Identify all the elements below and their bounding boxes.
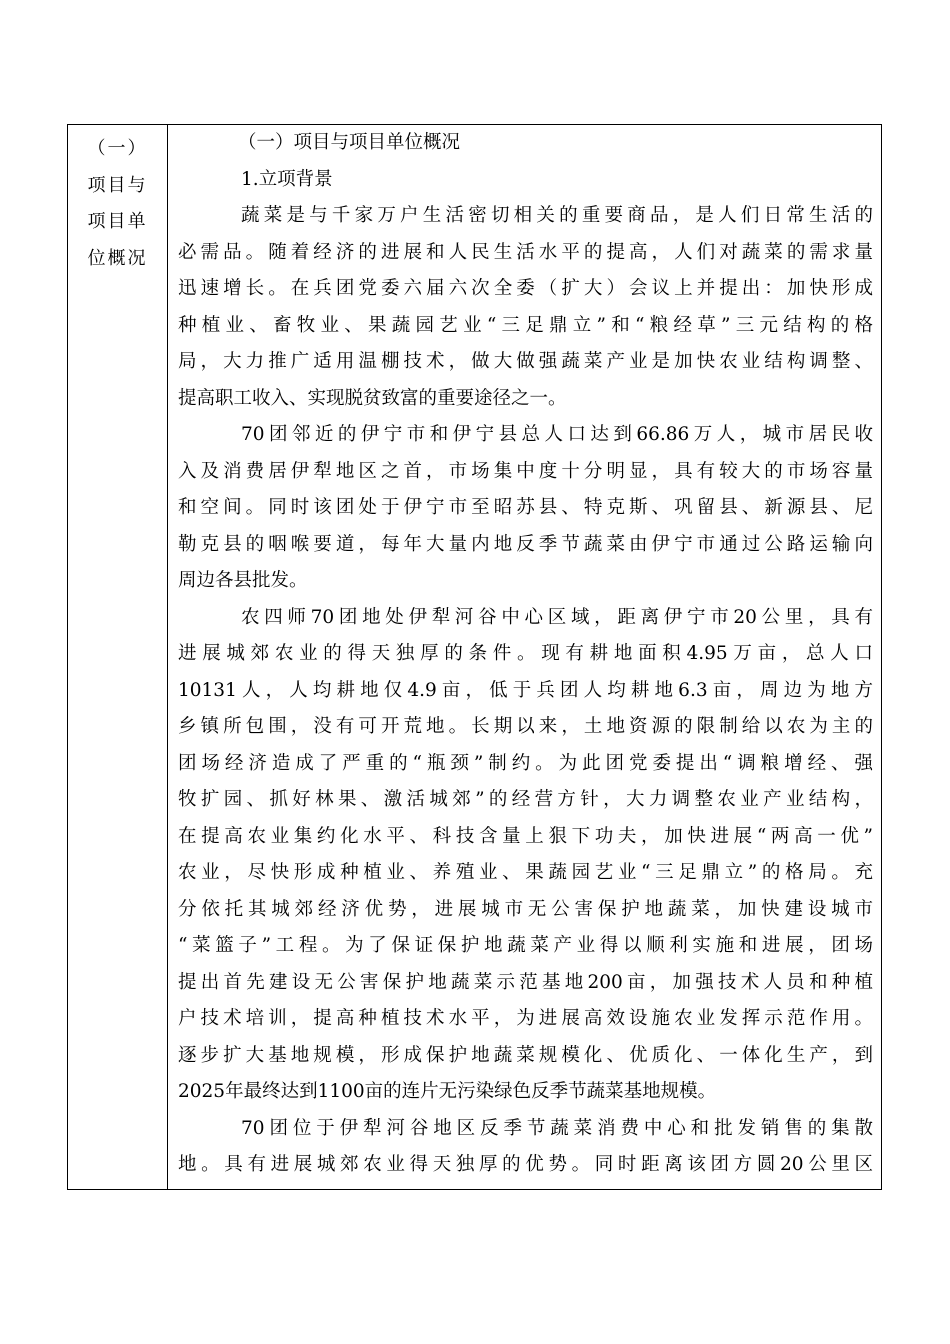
section-title: （一）项目与项目单位概况: [238, 132, 461, 153]
subsection-title: 1.立项背景: [241, 168, 333, 190]
paragraph-line: 10131人，人均耕地仅4.9亩，低于兵团人均耕地6.3亩，周边为地方: [178, 679, 873, 701]
side-heading-line: （一）: [87, 138, 148, 159]
paragraph-line: 必需品。随着经济的进展和人民生活水平的提高，人们对蔬菜的需求量: [178, 241, 873, 263]
paragraph-line: 牧扩园、抓好林果、激活城郊”的经营方针，大力调整农业产业结构，: [178, 789, 873, 810]
side-heading-line: 项目与: [87, 174, 148, 196]
paragraph-line: 2025年最终达到1100亩的连片无污染绿色反季节蔬菜基地规模。: [178, 1081, 717, 1102]
paragraph-line: 提出首先建设无公害保护地蔬菜示范基地200亩，加强技术人员和种植: [178, 971, 873, 993]
paragraph-line: 户技术培训，提高种植技术水平，为进展高效设施农业发挥示范作用。: [178, 1008, 873, 1029]
side-heading-line: 项目单: [87, 211, 148, 232]
paragraph-line: 勒克县的咽喉要道，每年大量内地反季节蔬菜由伊宁市通过公路运输向: [178, 533, 873, 555]
paragraph-line: 70团位于伊犁河谷地区反季节蔬菜消费中心和批发销售的集散: [241, 1117, 873, 1139]
paragraph-line: 团场经济造成了严重的“瓶颈”制约。为此团党委提出“调粮增经、强: [178, 752, 873, 774]
paragraph-line: 分依托其城郊经济优势，进展城市无公害保护地蔬菜，加快建设城市: [178, 898, 873, 920]
side-heading-cell: [68, 125, 168, 1189]
paragraph-line: 种植业、畜牧业、果蔬园艺业“三足鼎立”和“粮经草”三元结构的格: [178, 314, 873, 336]
paragraph-line: 局，大力推广适用温棚技术，做大做强蔬菜产业是加快农业结构调整、: [178, 351, 873, 372]
content-cell: [168, 125, 881, 1189]
paragraph-line: 迅速增长。在兵团党委六届六次全委（扩大）会议上并提出：加快形成: [178, 278, 873, 299]
paragraph-line: 地。具有进展城郊农业得天独厚的优势。同时距离该团方圆20公里区: [178, 1154, 873, 1175]
paragraph-line: 入及消费居伊犁地区之首，市场集中度十分明显，具有较大的市场容量: [178, 460, 873, 482]
paragraph-line: 周边各县批发。: [178, 570, 308, 591]
paragraph-line: 70团邻近的伊宁市和伊宁县总人口达到66.86万人，城市居民收: [241, 424, 873, 445]
paragraph-line: 在提高农业集约化水平、科技含量上狠下功夫，加快进展“两高一优”: [178, 825, 873, 847]
paragraph-line: 提高职工收入、实现脱贫致富的重要途径之一。: [178, 387, 567, 409]
paragraph-line: 乡镇所包围，没有可开荒地。长期以来，土地资源的限制给以农为主的: [178, 716, 873, 737]
paragraph-line: 农业，尽快形成种植业、养殖业、果蔬园艺业“三足鼎立”的格局。充: [178, 862, 873, 883]
document-table: [67, 124, 882, 1190]
paragraph-line: 和空间。同时该团处于伊宁市至昭苏县、特克斯、巩留县、新源县、尼: [178, 497, 873, 518]
paragraph-line: 逐步扩大基地规模，形成保护地蔬菜规模化、优质化、一体化生产，到: [178, 1044, 873, 1066]
side-heading-line: 位概况: [87, 247, 148, 269]
paragraph-line: 进展城郊农业的得天独厚的条件。现有耕地面积4.95万亩，总人口: [178, 643, 873, 664]
paragraph-line: 农四师70团地处伊犁河谷中心区域，距离伊宁市20公里，具有: [241, 606, 873, 628]
paragraph-line: “菜篮子”工程。为了保证保护地蔬菜产业得以顺利实施和进展，团场: [178, 935, 873, 956]
paragraph-line: 蔬菜是与千家万户生活密切相关的重要商品，是人们日常生活的: [241, 205, 873, 226]
